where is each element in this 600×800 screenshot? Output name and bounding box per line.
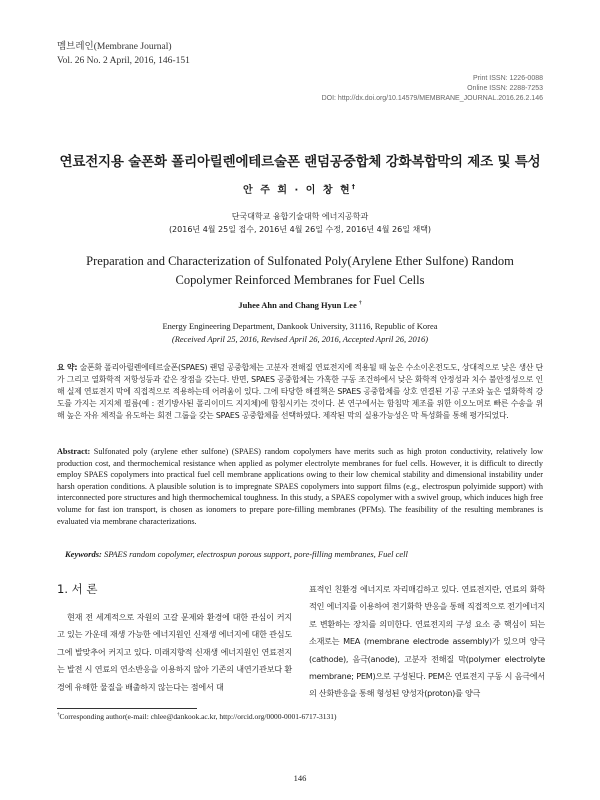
issn-block	[322, 74, 543, 104]
corresponding-mark-en: †	[358, 300, 362, 307]
korean-affiliation-block	[0, 210, 600, 236]
keywords-text: SPAES random copolymer, electrospun porous support, pore-filling membranes, Fuel cell	[103, 549, 408, 559]
intro-paragraph-left: 현재 전 세계적으로 자원의 고갈 문제와 환경에 대한 관심이 커지고 있는 가운데 재생 가능한 에너지원인 신재생 에너지에 대한 관심도 그에 발맞추어 커지고 있다. 미래지향적 신재생 에너지원인 연료전지는 발전 시 연료의 연소반응을 이용하지 않아 기존의 내연기관보다 환경에 유해한 물질을 배출하지 않는다는 점에서 대	[57, 612, 292, 692]
english-abstract	[57, 446, 543, 527]
english-author-names: Juhee Ahn and Chang Hyun Lee	[238, 300, 357, 310]
english-affiliation: Energy Engineering Department, Dankook University, 31116, Republic of Korea	[162, 321, 438, 331]
korean-title: 연료전지용 술폰화 폴리아릴렌에테르술폰 랜덤공중합체 강화복합막의 제조 및 특성	[59, 154, 541, 170]
korean-abstract-label: 요 약:	[57, 363, 78, 372]
keywords-label: Keywords:	[65, 549, 102, 559]
english-title-line2: Copolymer Reinforced Membranes for Fuel Cells	[175, 273, 425, 287]
korean-authors	[0, 181, 600, 196]
english-dates: (Received April 25, 2016, Revised April 26, 2016, Accepted April 26, 2016)	[171, 334, 429, 344]
body-right-column	[309, 581, 545, 703]
print-issn: Print ISSN: 1226-0088	[472, 75, 543, 82]
online-issn: Online ISSN: 2288-7253	[467, 85, 543, 92]
english-abstract-text: Sulfonated poly (arylene ether sulfone) (SPAES) random copolymers have merits such as high proton conductivity, relatively low production cost, and thermochemical resistance when applied as polymer electrolyte membranes for fuel cells. However, it is difficult to directly employ SPAES copolymers into practical fuel cell membrane applications owing to their low chemical stability and dimensional instability under harsh operation conditions. A plausible solution is to impregnate SPAES copolymers into support films (e.g., electrospun polyimide support) with interconnected pore structures and high thermochemical toughness. In this study, a SPAES copolymer with a swivel group, which induces high free volume for fast ion transport, is chosen as ionomers to prepare pore-filling membranes (PFMs). The feasibility of the resulting membranes is evaluated via membrane characterizations.	[57, 447, 544, 526]
footnote	[57, 712, 336, 721]
section-heading: 1. 서 론	[57, 582, 98, 596]
korean-author-names: 안 주 희 · 이 창 현	[243, 185, 352, 196]
corresponding-mark: †	[351, 182, 357, 191]
intro-paragraph-right: 표적인 친환경 에너지로 자리매김하고 있다. 연료전지란, 연료의 화학적인 에너지를 이용하여 전기화학 반응을 통해 직접적으로 전기에너지로 변환하는 장치를 의미한다. 연료전지의 구성 요소 중 핵심이 되는 소재로는 MEA (membrane electrode assembly)가 있으며 양극(cathode), 음극(anode), 고분자 전해질 막(polymer electrolyte membrane; PEM)으로 구성된다. PEM은 연료전지 구동 시 음극에서의 산화반응을 통해 형성된 양성자(proton)를 양극	[309, 584, 545, 699]
korean-abstract	[57, 362, 543, 422]
english-title-line1: Preparation and Characterization of Sulfonated Poly(Arylene Ether Sulfone) Random	[86, 254, 514, 268]
doi: DOI: http://dx.doi.org/10.14579/MEMBRANE_JOURNAL.2016.26.2.146	[321, 95, 543, 102]
footnote-text: Corresponding author(e-mail: chlee@dankook.ac.kr, http://orcid.org/0000-0001-6717-3131)	[59, 712, 337, 721]
korean-affiliation: 단국대학교 융합기술대학 에너지공학과	[231, 212, 369, 221]
keywords	[65, 549, 545, 559]
korean-dates: (2016년 4월 25일 접수, 2016년 4월 26일 수정, 2016년 4월 26일 채택)	[168, 225, 432, 234]
english-abstract-label: Abstract:	[57, 447, 91, 456]
footnote-mark: †	[57, 712, 60, 718]
korean-abstract-text: 술폰화 폴리아릴렌에테르술폰(SPAES) 랜덤 공중합체는 고분자 전해질 연료전지에 적용될 때 높은 수소이온전도도, 상대적으로 낮은 생산 단가 그리고 열화학적 저항성등과 같은 장점을 갖는다. 반면, SPAES 공중합체는 가혹한 구동 조건하에서 낮은 화학적 안정성과 치수 불안정성으로 인해 실제 연료전지 막에 직접적으로 적용하는데 어려움이 있다. 그에 타당한 해결책은 SPAES 공중합체를 상호 연결된 기공 구조와 높은 열화학적 강도를 가지는 지지체 필름(예 : 전기방사된 폴리이미드 지지체)에 함침시키는 것이다. 본 연구에서는 함침막 제조를 위한 이오노머로 빠른 수송을 위해 높은 자유 체적을 유도하는 회전 그룹을 갖는 SPAES 공중합체를 선택하였다. 제작된 막의 실용가능성은 막 특성화를 통해 평가되었다.	[57, 363, 543, 420]
journal-header	[57, 40, 190, 68]
english-title	[60, 252, 540, 290]
journal-volume: Vol. 26 No. 2 April, 2016, 146-151	[57, 56, 190, 66]
page-number: 146	[293, 773, 307, 783]
body-left-column	[57, 609, 292, 696]
english-authors	[0, 300, 600, 310]
footnote-divider	[57, 708, 197, 709]
journal-name: 멤브레인(Membrane Journal)	[57, 42, 172, 52]
english-affiliation-block	[0, 320, 600, 346]
